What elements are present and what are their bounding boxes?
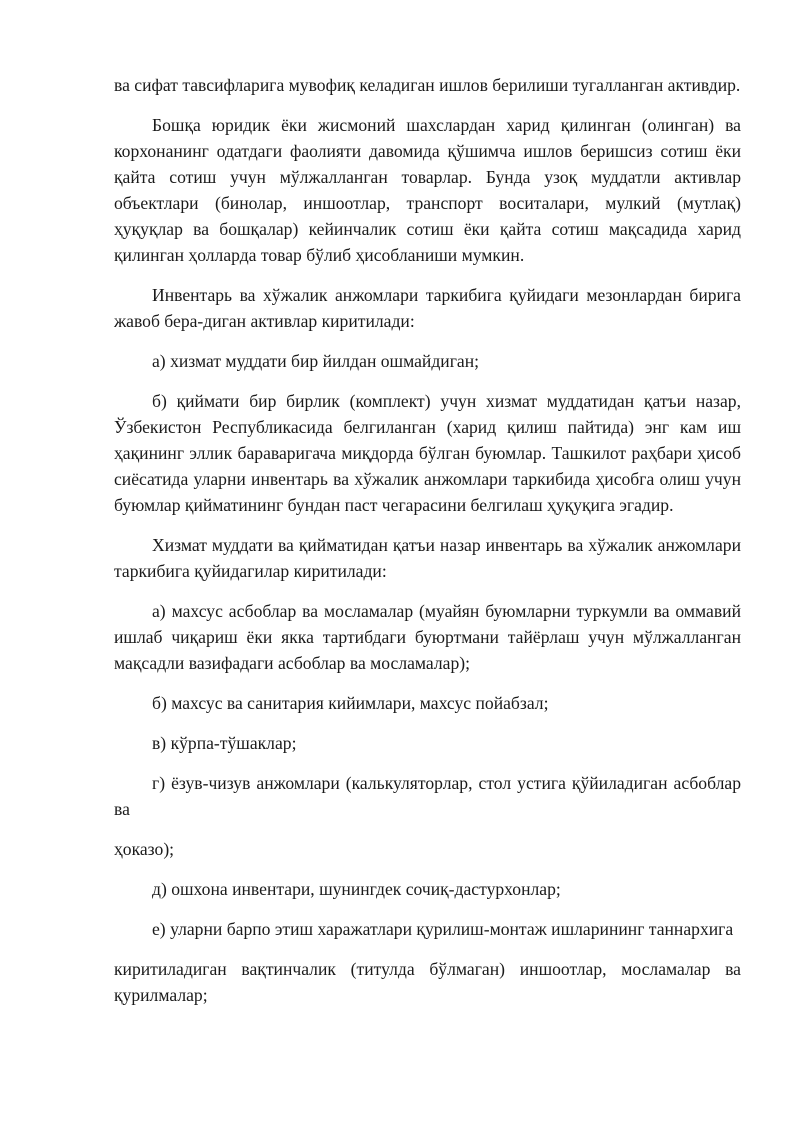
list-item-g-stationery: г) ёзув-чизув анжомлари (калькуляторлар, стол устига қўйиладиган асбоблар ва <box>114 773 741 819</box>
list-item-g-continuation: ҳоказо); <box>114 839 175 859</box>
list-item-b-value-limit: б) қиймати бир бирлик (комплект) учун хизмат муддатидан қатъи назар, Ўзбекистон Республикасида белгиланган (харид қилиш пайтида) энг кам иш ҳақининг эллик бараваригача миқдорда бўлган буюмлар. Ташкилот раҳбари ҳисоб сиёсатида уларни инвентарь ва хўжалик анжомлари таркибида ҳисобга олиш учун буюмлар қийматининг бундан паст чегарасини белгилаш ҳуқуқига эгадир. <box>114 391 741 515</box>
list-item-a-special-tools: а) махсус асбоблар ва мосламалар (муайян буюмларни туркумли ва оммавий ишлаб чиқариш ёки якка тартибдаги буюртмани тайёрлаш учун мўлжалланган мақсадли вазифадаги асбоблар ва мосламалар); <box>114 601 741 673</box>
list-item-b-special-clothing: б) махсус ва санитария кийимлари, махсус пойабзал; <box>152 693 549 713</box>
list-item-v-bedding: в) кўрпа-тўшаклар; <box>152 733 297 753</box>
list-item-e-continuation: киритиладиган вақтинчалик (титулда бўлмаган) иншоотлар, мосламалар ва қурилмалар; <box>114 959 741 1005</box>
list-item-d-kitchen-inventory: д) ошхона инвентари, шунингдек сочиқ-дастурхонлар; <box>152 879 561 899</box>
list-item-e-temporary-structures: е) уларни барпо этиш харажатлари қурилиш-монтаж ишларининг таннархига <box>152 919 734 939</box>
paragraph-regardless-intro: Хизмат муддати ва қийматидан қатъи назар инвентарь ва хўжалик анжомлари таркибига қуйидагилар киритилади: <box>114 535 741 581</box>
list-item-a-service-life: а) хизмат муддати бир йилдан ошмайдиган; <box>152 351 480 371</box>
paragraph-goods-definition: Бошқа юридик ёки жисмоний шахслардан харид қилинган (олинган) ва корхонанинг одатдаги фаолияти давомида қўшимча ишлов беришсиз сотиш ёки қайта сотиш учун мўлжалланган товарлар. Бунда узоқ муддатли активлар объектлари (бинолар, иншоотлар, транспорт воситалари, мулкий (мутлақ) ҳуқуқлар ва бошқалар) кейинчалик сотиш ёки қайта сотиш мақсадида харид қилинган ҳолларда товар бўлиб ҳисобланиши мумкин. <box>114 115 741 265</box>
document-body <box>114 72 741 1022</box>
paragraph-inventory-criteria-intro: Инвентарь ва хўжалик анжомлари таркибига қуйидаги мезонлардан бирига жавоб бера-диган активлар киритилади: <box>114 285 741 331</box>
paragraph-continuation: ва сифат тавсифларига мувофиқ келадиган ишлов берилиши тугалланган активдир. <box>114 75 741 95</box>
